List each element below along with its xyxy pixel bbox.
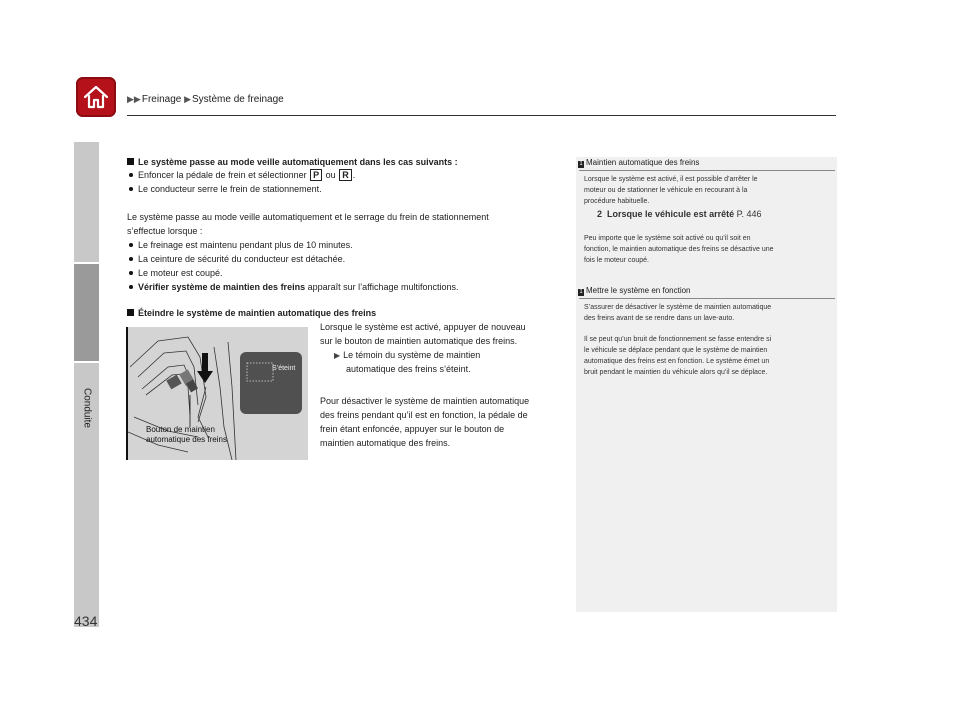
bullet-icon (129, 285, 133, 289)
list-item (127, 266, 223, 280)
breadcrumb-arrow-icon: ▶ (184, 94, 192, 104)
figure-caption (146, 425, 227, 445)
list-item (127, 280, 459, 294)
note-text: Il se peut qu’un bruit de fonctionnement se fasse entendre si (584, 336, 772, 343)
cross-reference-link[interactable] (597, 209, 761, 220)
note-text: fois le moteur coupé. (584, 257, 649, 264)
bullet-icon (129, 257, 133, 261)
section-heading (127, 306, 376, 320)
reference-title[interactable]: Lorsque le véhicule est arrêté (607, 209, 735, 219)
text: apparaît sur l’affichage multifonctions. (305, 282, 459, 292)
reference-icon: 2 (597, 209, 603, 219)
home-icon (82, 83, 110, 111)
note-title (578, 158, 699, 168)
header-divider (127, 115, 836, 116)
caption-line: Bouton de maintien (146, 425, 215, 434)
note-title (578, 286, 691, 296)
note-text: bruit pendant le maintien du véhicule alors qu’il se déplace. (584, 369, 768, 376)
breadcrumb-arrow-icon: ▶▶ (127, 94, 141, 104)
breadcrumb-item[interactable]: Freinage (141, 94, 182, 105)
text: Le freinage est maintenu pendant plus de 10 minutes. (138, 240, 353, 250)
sidebar-tab-active[interactable] (74, 264, 99, 361)
paragraph-line: Pour désactiver le système de maintien automatique (320, 396, 530, 406)
note-text: des freins avant de se rendre dans un lave-auto. (584, 315, 735, 322)
text: . (352, 170, 356, 180)
paragraph-line: Le système passe au mode veille automatiquement et le serrage du frein de stationnement (127, 212, 489, 222)
sidebar-section-label (73, 368, 101, 448)
heading-text: Le système passe au mode veille automatiquement dans les cas suivants : (138, 157, 458, 167)
list-item (127, 182, 322, 196)
paragraph-line: des freins pendant qu’il est en fonction, la pédale de (320, 410, 528, 420)
gear-r-key: R (339, 169, 352, 181)
list-item (127, 252, 345, 266)
paragraph-line: frein étant enfoncée, appuyer sur le bouton de (320, 424, 505, 434)
result-arrow-icon: ▶ (334, 351, 341, 360)
bullet-icon (129, 187, 133, 191)
indicator-off-label: S’éteint (272, 365, 296, 372)
note-text: automatique des freins est en fonction. Le système émet un (584, 358, 770, 365)
section-heading (127, 155, 458, 169)
note-divider (579, 170, 835, 171)
note-divider (579, 298, 835, 299)
note-text: le véhicule se déplace pendant que le système de maintien (584, 347, 768, 354)
heading-text: Éteindre le système de maintien automatique des freins (138, 308, 377, 318)
text: Le témoin du système de maintien (343, 350, 481, 360)
sidebar-label-text: Conduite (81, 387, 93, 429)
list-item (127, 238, 353, 252)
paragraph-line: Lorsque le système est activé, appuyer de nouveau (320, 322, 526, 332)
bullet-icon (129, 243, 133, 247)
square-bullet-icon (127, 309, 134, 316)
paragraph-line: maintien automatique des freins. (320, 438, 451, 448)
text: Enfoncer la pédale de frein et sélectionner (138, 170, 307, 180)
bullet-icon (129, 271, 133, 275)
paragraph-line: sur le bouton de maintien automatique des freins. (320, 336, 518, 346)
note-text: moteur ou de stationner le véhicule en recourant à la (584, 187, 748, 194)
reference-page[interactable]: P. 446 (736, 209, 762, 219)
sidebar-tab[interactable] (74, 142, 99, 262)
note-text: Peu importe que le système soit activé ou qu’il soit en (584, 235, 751, 242)
note-text: S’assurer de désactiver le système de maintien automatique (584, 304, 772, 311)
note-text: Lorsque le système est activé, il est possible d’arrêter le (584, 176, 758, 183)
result-line (334, 348, 480, 363)
square-bullet-icon (127, 158, 134, 165)
text: Le moteur est coupé. (138, 268, 223, 278)
caption-line: automatique des freins (146, 435, 227, 444)
breadcrumb (127, 94, 284, 105)
result-line: automatique des freins s’éteint. (346, 364, 471, 374)
note-title-text: Maintien automatique des freins (586, 158, 700, 167)
note-text: fonction, le maintien automatique des freins se désactive une (584, 246, 774, 253)
text: Le conducteur serre le frein de stationnement. (138, 184, 322, 194)
paragraph-line: s’effectue lorsque : (127, 226, 203, 236)
bullet-icon (129, 173, 133, 177)
home-button[interactable] (76, 77, 116, 117)
gear-p-key: P (310, 169, 322, 181)
breadcrumb-item[interactable]: Système de freinage (192, 94, 284, 105)
note-number-icon: 1 (579, 289, 583, 295)
note-number-icon: 1 (579, 161, 583, 167)
list-item (127, 168, 355, 182)
text: ou (325, 170, 336, 180)
note-text: procédure habituelle. (584, 198, 650, 205)
message-name: Vérifier système de maintien des freins (138, 282, 306, 292)
text: La ceinture de sécurité du conducteur est détachée. (138, 254, 346, 264)
notes-panel (576, 157, 837, 612)
note-title-text: Mettre le système en fonction (586, 286, 691, 295)
page-number: 434 (74, 613, 98, 629)
